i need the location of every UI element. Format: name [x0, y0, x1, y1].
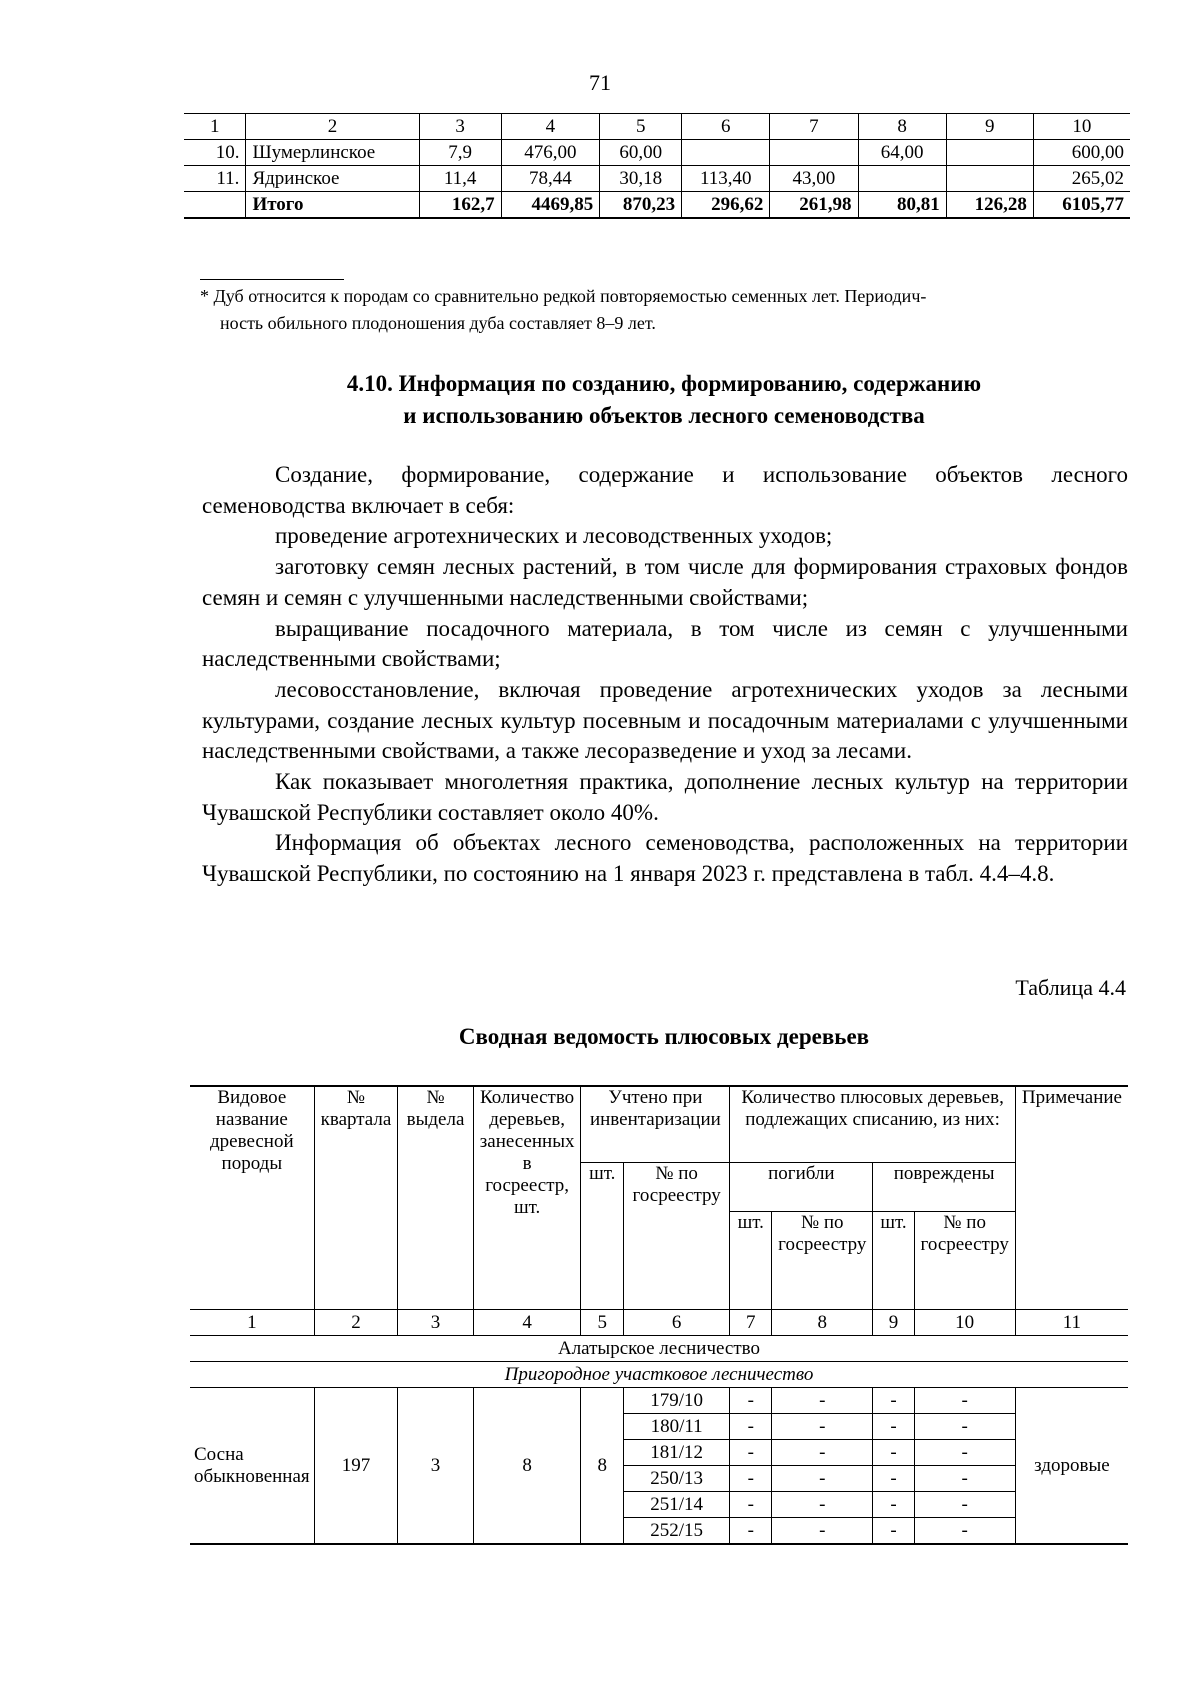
table-cell: 251/14 [623, 1492, 729, 1518]
table-cell: 3 [398, 1310, 473, 1336]
table-cell: Алатырское лесничество [190, 1336, 1128, 1362]
table-cell: - [914, 1440, 1015, 1466]
col-species: Видовое название древесной породы [190, 1086, 314, 1310]
table-cell: 11,4 [419, 166, 501, 192]
table-header-row [184, 114, 1130, 140]
paragraph: заготовку семян лесных растений, в том числе для формирования страховых фондов семян и семян с улучшенными наследственными свойствами; [202, 554, 1128, 610]
col-writeoff: Количество плюсовых деревьев, подлежащих списанию, из них: [730, 1086, 1016, 1163]
table-cell [682, 140, 770, 166]
table-cell: 9 [946, 114, 1033, 140]
table-cell: 113,40 [682, 166, 770, 192]
table-cell: 296,62 [682, 192, 770, 219]
table-cell: - [873, 1466, 914, 1492]
table-total-row [184, 192, 1130, 219]
table-cell: 8 [858, 114, 946, 140]
paragraph: Создание, формирование, содержание и использование объектов лесного семеноводства включает в себя: [202, 462, 1128, 518]
table-cell [946, 140, 1033, 166]
footnote-line-1: * Дуб относится к породам со сравнительно редкой повторяемостью семенных лет. Периодич- [200, 286, 927, 306]
table-cell: - [772, 1388, 873, 1414]
table-cell: 6 [682, 114, 770, 140]
col-dead-reg: № по госреестру [772, 1212, 873, 1310]
table-cell: Ядринское [246, 166, 419, 192]
table-cell: 4469,85 [501, 192, 600, 219]
paragraph: Как показывает многолетняя практика, дополнение лесных культур на территории Чувашской Республики составляет около 40%. [202, 769, 1128, 825]
table-cell: - [772, 1518, 873, 1545]
col-dead-qty: шт. [730, 1212, 772, 1310]
table-cell: 7,9 [419, 140, 501, 166]
footnote-rule [200, 279, 344, 280]
table-cell: 252/15 [623, 1518, 729, 1545]
table-caption: Таблица 4.4 [1015, 975, 1126, 1000]
paragraph: выращивание посадочного материала, в том числе из семян с улучшенными наследственными свойствами; [202, 615, 1128, 672]
table-cell: 2 [246, 114, 419, 140]
table-cell: 870,23 [600, 192, 682, 219]
forestry-summary-table [184, 113, 1130, 219]
table-cell: - [730, 1518, 772, 1545]
table-cell: 261,98 [770, 192, 858, 219]
col-inventory-qty: шт. [581, 1163, 624, 1310]
table-cell: 11. [184, 166, 246, 192]
table-cell: Пригородное участковое лесничество [190, 1362, 1128, 1388]
table-cell: 197 [314, 1388, 398, 1545]
table-cell: 2 [314, 1310, 398, 1336]
page-number: 71 [589, 70, 611, 95]
table-cell: 6105,77 [1033, 192, 1130, 219]
table-cell: - [772, 1466, 873, 1492]
col-damaged-reg: № по госреестру [914, 1212, 1015, 1310]
table-cell: 5 [600, 114, 682, 140]
table-cell: 80,81 [858, 192, 946, 219]
table-cell: 43,00 [770, 166, 858, 192]
table-cell: 9 [873, 1310, 914, 1336]
paragraph: Информация об объектах лесного семеноводства, расположенных на территории Чувашской Республики, по состоянию на 1 января 2023 г. представлена в табл. 4.4–4.8. [202, 830, 1128, 887]
table-cell [770, 140, 858, 166]
table-cell: 10. [184, 140, 246, 166]
table-cell: - [730, 1466, 772, 1492]
table-cell: - [873, 1440, 914, 1466]
table-cell: 3 [419, 114, 501, 140]
table-cell: 8 [581, 1388, 624, 1545]
body-text [202, 460, 1128, 890]
table-cell: 64,00 [858, 140, 946, 166]
section-title: 4.10. Информация по созданию, формированию, содержанию и использованию объектов лесного семеноводства [346, 371, 982, 428]
table-row [184, 166, 1130, 192]
table-cell: 10 [914, 1310, 1015, 1336]
table-cell: 8 [772, 1310, 873, 1336]
table-cell: 180/11 [623, 1414, 729, 1440]
table-cell: - [772, 1440, 873, 1466]
table-cell: 4 [473, 1310, 581, 1336]
table-cell: 1 [184, 114, 246, 140]
col-damaged-qty: шт. [873, 1212, 914, 1310]
table-cell: - [730, 1440, 772, 1466]
table-cell: - [914, 1414, 1015, 1440]
district-row [190, 1362, 1128, 1388]
table-cell: - [914, 1466, 1015, 1492]
table-cell: 250/13 [623, 1466, 729, 1492]
footnote-line-2: ность обильного плодоношения дуба составляет 8–9 лет. [220, 313, 656, 333]
paragraph: проведение агротехнических и лесоводственных уходов; [275, 523, 833, 549]
table-cell: Итого [246, 192, 419, 219]
table-cell: 7 [730, 1310, 772, 1336]
table-title: Сводная ведомость плюсовых деревьев [458, 1024, 870, 1049]
table-cell: 78,44 [501, 166, 600, 192]
table-cell: 126,28 [946, 192, 1033, 219]
table-cell: - [730, 1492, 772, 1518]
table-cell: 476,00 [501, 140, 600, 166]
table-cell: 3 [398, 1388, 473, 1545]
table-cell: 181/12 [623, 1440, 729, 1466]
table-cell: 8 [473, 1388, 581, 1545]
table-row [184, 140, 1130, 166]
table-cell: - [873, 1492, 914, 1518]
table-cell [184, 192, 246, 219]
table-cell: 265,02 [1033, 166, 1130, 192]
table-cell: - [873, 1518, 914, 1545]
table-cell: 60,00 [600, 140, 682, 166]
table-cell: - [873, 1388, 914, 1414]
table-cell: 162,7 [419, 192, 501, 219]
col-count: Количество деревьев, занесенных в госреестр, шт. [473, 1086, 581, 1310]
table-row [190, 1388, 1128, 1414]
table-cell: - [772, 1414, 873, 1440]
species-cell: Сосна обыкновенная [190, 1388, 314, 1545]
col-inventory: Учтено при инвентаризации [581, 1086, 730, 1163]
table-cell: 600,00 [1033, 140, 1130, 166]
table-cell: 179/10 [623, 1388, 729, 1414]
paragraph: лесовосстановление, включая проведение агротехнических уходов за лесными культурами, создание лесных культур посевным и посадочным материалами с улучшенными наследственными свойствами, а также лесоразведение и уход за лесами. [202, 676, 1128, 764]
table-cell: - [730, 1414, 772, 1440]
plus-trees-table [190, 1085, 1128, 1545]
table-cell: 7 [770, 114, 858, 140]
table-cell: 10 [1033, 114, 1130, 140]
table-cell: - [914, 1518, 1015, 1545]
table-cell: - [772, 1492, 873, 1518]
table-cell: - [914, 1388, 1015, 1414]
table-cell: Шумерлинское [246, 140, 419, 166]
col-damaged: повреждены [873, 1163, 1015, 1212]
footnote [200, 283, 1128, 337]
table-cell: 5 [581, 1310, 624, 1336]
note-cell: здоровые [1015, 1388, 1128, 1545]
table-cell: 4 [501, 114, 600, 140]
forestry-row [190, 1336, 1128, 1362]
table-header-row [190, 1086, 1128, 1163]
table-cell: 11 [1015, 1310, 1128, 1336]
col-note: Примечание [1015, 1086, 1128, 1310]
table-cell [858, 166, 946, 192]
table-cell: - [873, 1414, 914, 1440]
table-cell: - [914, 1492, 1015, 1518]
table-cell: 1 [190, 1310, 314, 1336]
table-cell [946, 166, 1033, 192]
table-cell: 6 [623, 1310, 729, 1336]
col-dead: погибли [730, 1163, 873, 1212]
table-cell: - [730, 1388, 772, 1414]
col-inventory-reg: № по госреестру [623, 1163, 729, 1310]
col-plot: № выдела [398, 1086, 473, 1310]
table-cell: 30,18 [600, 166, 682, 192]
column-number-row [190, 1310, 1128, 1336]
col-quarter: № квартала [314, 1086, 398, 1310]
